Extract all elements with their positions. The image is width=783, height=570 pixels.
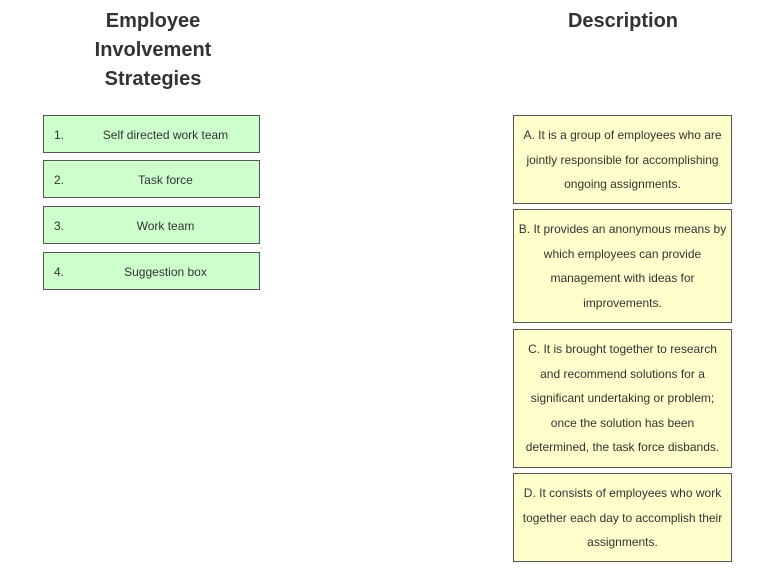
strategy-label: Task force: [138, 173, 193, 187]
description-card-b[interactable]: B. It provides an anonymous means by which employees can provide management with ideas for improvements.: [513, 209, 732, 323]
strategy-item-4[interactable]: [43, 252, 260, 290]
description-card-d[interactable]: D. It consists of employees who work together each day to accomplish their assignments.: [513, 473, 732, 562]
strategy-number: 3.: [54, 219, 65, 233]
strategy-item-1[interactable]: [43, 115, 260, 153]
strategies-heading-line-3: Strategies: [104, 68, 202, 90]
strategy-number: 1.: [54, 128, 65, 142]
strategies-heading-line-1: Employee: [105, 10, 201, 32]
strategy-number: 4.: [54, 265, 65, 279]
strategies-heading-line-2: Involvement: [94, 39, 212, 61]
strategy-label: Work team: [136, 219, 195, 233]
description-heading: Description: [567, 10, 679, 32]
description-card-c[interactable]: C. It is brought together to research and recommend solutions for a significant undertaking or problem; once the solution has been determined, the task force disbands.: [513, 329, 732, 468]
strategy-number: 2.: [54, 173, 65, 187]
description-card-a[interactable]: A. It is a group of employees who are jointly responsible for accomplishing ongoing assignments.: [513, 115, 732, 204]
strategies-heading: [78, 7, 228, 94]
strategy-item-2[interactable]: [43, 160, 260, 198]
strategy-label: Self directed work team: [102, 128, 229, 142]
strategy-item-3[interactable]: [43, 206, 260, 244]
strategy-label: Suggestion box: [124, 265, 207, 279]
